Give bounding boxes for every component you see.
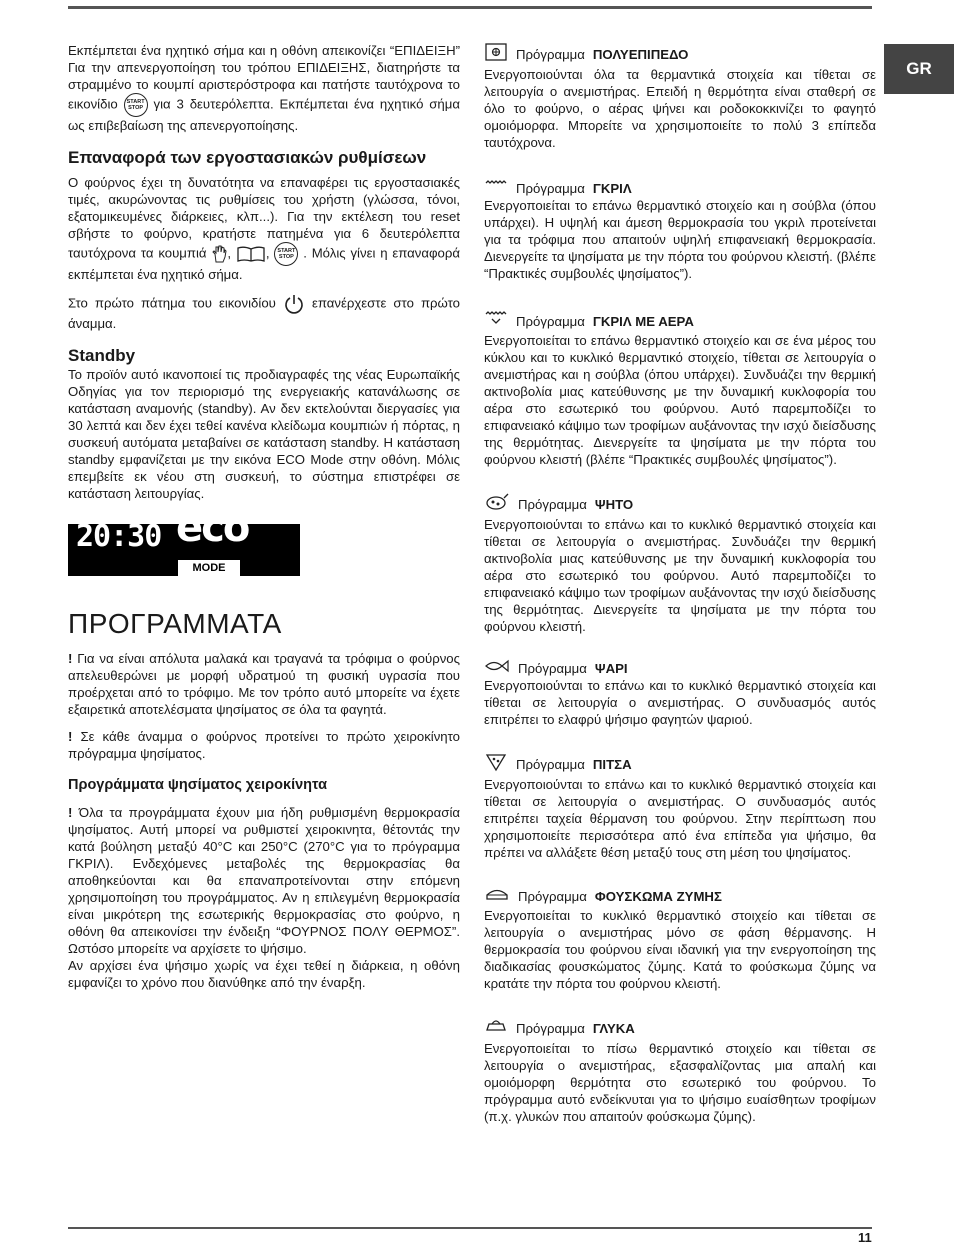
program-name: ΨΗΤΟ — [594, 496, 634, 512]
program-name: ΨΑΡΙ — [594, 660, 628, 676]
bottom-rule — [68, 1227, 872, 1229]
standby-text: Το προϊόν αυτό ικανοποιεί τις προδιαγραφές της νέας Ευρωπαϊκής Οδηγίας για τον περιορισμό της ενεργειακής κατανάλωσης σε κατάσταση αναμονής (standby). Αν δεν εκτελούνται διεργασίες για 30 λεπτά και δεν έχει τεθεί κανένα κλείδωμα κουμπιών ή πόρτας, η συσκευή αυτόματα μεταβαίνει σε κατάσταση standby. Η κατάσταση standby εμφανίζεται με την εικόνα ECO Mode στην οθόνη. Μόλις επεμβείτε εκ νέου στη συσκευή, το σύστημα επιστρέφει σε κατάσταση λειτουργίας. — [68, 367, 460, 501]
page-number: 11 — [858, 1230, 872, 1245]
program-description: Ενεργοποιείται το επάνω θερμαντικό στοιχείο και η σούβλα (όπου υπάρχει). Η υψηλή και άμεση θερμοκρασία του γκριλ προτείνεται για τα τρόφιμα που απαιτούν υψηλή επιφανειακή θερμοκρασία. Διενεργείτε τα ψησίματα με την πόρτα του φούρνου κλειστή. (βλέπε “Πρακτικές συμβουλές ψησίματος”). — [484, 198, 876, 281]
manual-text-2: Αν αρχίσει ένα ψήσιμο χωρίς να έχει τεθεί η διάρκεια, η οθόνη εμφανίζει το χρόνο που διανύθηκε από την έναρξη. — [68, 958, 460, 990]
program-heading — [484, 752, 876, 776]
fish-icon — [484, 659, 510, 677]
program-name: ΦΟΥΣΚΩΜΑ ΖΥΜΗΣ — [594, 888, 722, 904]
program-prefix: Πρόγραμμα — [516, 1020, 585, 1036]
reset-text-3: . Μόλις γίνει η επαναφορά εκπέμπεται ένα ηχητικό σήμα. — [68, 245, 461, 282]
manual-title: Προγράμματα ψησίματος χειροκίνητα — [68, 777, 328, 793]
start-stop-icon: START STOP — [124, 93, 148, 117]
power-text-1: Στο πρώτο πάτημα του εικονιδίου — [68, 295, 276, 311]
top-rule — [68, 6, 872, 9]
program-name: ΓΚΡΙΛ ΜΕ ΑΕΡΑ — [592, 313, 694, 329]
programs-title: ΠΡΟΓΡΑΜΜΑΤΑ — [68, 608, 282, 639]
program-name: ΓΚΡΙΛ — [592, 180, 632, 196]
program-name: ΠΟΛΥΕΠΙΠΕΔΟ — [592, 46, 689, 62]
roast-icon — [484, 492, 510, 516]
program-heading — [484, 42, 876, 66]
note-2: ! Σε κάθε άναμμα ο φούρνος προτείνει το πρώτο χειροκίνητο πρόγραμμα ψησίματος. — [68, 729, 460, 761]
note-1: ! Για να είναι απόλυτα μαλακά και τραγανά τα τρόφιμα ο φούρνος απελευθερώνει με μορφή υδρατμού τη φυσική υγρασία που προέρχεται από το τρόφιμο. Με τον τρόπο αυτό μπορείτε να έχετε εξαιρετικά αποτελέσματα ψησίματος σε όλα τα φαγητά. — [68, 651, 460, 717]
pastry-icon — [484, 1016, 508, 1040]
dough-icon — [484, 885, 510, 907]
program-pastry — [484, 1016, 876, 1125]
program-prefix: Πρόγραμμα — [516, 46, 585, 62]
reset-text-2: για 6 δευτερόλεπτα ταυτόχρονα τα κουμπιά — [68, 226, 460, 261]
program-prefix: Πρόγραμμα — [518, 660, 587, 676]
reset-text-1: Ο φούρνος έχει τη δυνατότητα να επαναφέρει τις εργοστασιακές τιμές, ακυρώνοντας τις ρυθμίσεις του χρήστη (γλώσσα, τόνοι, εξατομικευμένες διάρκειες, κλπ...). Για την εκτέλεση του reset σβήστε το φούρνο, κρατήστε πατημένα — [68, 175, 460, 241]
program-description: Ενεργοποιούνται το επάνω και το κυκλικό θερμαντικό στοιχεία και τίθεται σε λειτουργία ο ανεμιστήρας. Ο συνδυασμός αυτός επιτρέπει το ελαφρύ ψήσιμο φαγητών ψαριού. — [484, 678, 876, 727]
hand-icon — [211, 245, 227, 263]
program-list — [484, 42, 876, 1125]
program-grill — [484, 179, 876, 310]
note-2-text: Σε κάθε άναμμα ο φούρνος προτείνει το πρώτο χειροκίνητο πρόγραμμα ψησίματος. — [68, 729, 460, 761]
program-fish — [484, 659, 876, 752]
program-heading — [484, 310, 876, 332]
program-description: Ενεργοποιείται το επάνω θερμαντικό στοιχείο και σε ένα μέρος του κύκλου και το κυκλικό θερμαντικό στοιχείο, τίθεται σε λειτουργία ο ανεμιστήρας και η σούβλα (όπου υπάρχει). Συνδυάζει την θερμική ακτινοβολία μιας κατεύθυνσης με την δυναμική κυκλοφορία του αέρα στο εσωτερικό του φούρνου. Αυτό παρεμποδίζει το επιφανειακό κάψιμο των τροφίμων αυξάνοντας την ισχύ διείσδυσης της θερμότητας. Διενεργείτε τα ψησίματα με την πόρτα του φούρνου κλειστή (βλέπε “Πρακτικές συμβουλές ψησίματος”). — [484, 333, 876, 467]
program-roast — [484, 492, 876, 659]
program-prefix: Πρόγραμμα — [516, 180, 585, 196]
multilevel-icon — [484, 42, 508, 66]
start-stop-icon: START STOP — [274, 242, 298, 266]
fan-grill-icon — [484, 310, 508, 332]
program-heading — [484, 492, 876, 516]
pizza-icon — [484, 752, 508, 776]
manual-text-body: Όλα τα προγράμματα έχουν μια ήδη ρυθμισμένη θερμοκρασία ψησίματος. Αυτή μπορεί να ρυθμιστεί χειροκινητα, θέτοντάς την κατά βούληση μεταξύ 40°C και 250°C (270°C για το πρόγραμμα ΓΚΡΙΛ). Ενδεχόμενες μεταβολές της θερμοκρασίας θα αποθηκεύονται και θα επαναπροτείνονται στην επόμενη χρησιμοποίηση του προγράμματος. Αν η επιλεγμένη θερμοκρασία είναι μικρότερη της εσωτερικής θερμοκρασίας στο φούρνο, η οθόνη θα απεικονίσει την ένδειξη “ΦΟΥΡΝΟΣ ΠΟΛΥ ΘΕΡΜΟΣ”. Ωστόσο μπορείτε να αρχίσετε το ψήσιμο. — [68, 805, 460, 956]
program-heading — [484, 1016, 876, 1040]
power-text-2: επανέρχεστε στο πρώτο άναμμα. — [68, 295, 461, 331]
power-paragraph — [68, 293, 460, 332]
reset-paragraph: Ο φούρνος έχει τη δυνατότητα να επαναφέρει τις εργοστασιακές τιμές, ακυρώνοντας τις ρυθμίσεις του χρήστη (γλώσσα, τόνοι, εξατομικευμένες διάρκειες, κλπ...). Για την εκτέλεση του reset σβήστε το φούρνο, κρατήστε πατημένα για 6 δευτερόλεπτα ταυτόχρονα τα κουμπιά , , START STOP . Μόλις γίνει η επαναφορά εκπέμπεται ένα ηχητικό σήμα. — [68, 175, 461, 282]
program-prefix: Πρόγραμμα — [518, 496, 587, 512]
manual-text: ! Όλα τα προγράμματα έχουν μια ήδη ρυθμισμένη θερμοκρασία ψησίματος. Αυτή μπορεί να ρυθμιστεί χειροκινητα, θέτοντάς την κατά βούληση μεταξύ 40°C και 250°C (270°C για το πρόγραμμα ΓΚΡΙΛ). Ενδεχόμενες μεταβολές της θερμοκρασίας θα αποθηκεύονται και θα επαναπροτείνονται στην επόμενη χρησιμοποίηση του προγράμματος. Αν η επιλεγμένη θερμοκρασία είναι μικρότερη της εσωτερικής θερμοκρασίας στο φούρνο, η οθόνη θα απεικονίσει την ένδειξη “ΦΟΥΡΝΟΣ ΠΟΛΥ ΘΕΡΜΟΣ”. Ωστόσο μπορείτε να αρχίσετε το ψήσιμο. — [68, 805, 460, 956]
reset-title: Επαναφορά των εργοστασιακών ρυθμίσεων — [68, 148, 427, 167]
demo-text: Εκπέμπεται ένα ηχητικό σήμα και η οθόνη απεικονίζει “ΕΠΙΔΕΙΞΗ” Για την απενεργοποίηση του τρόπου ΕΠΙΔΕΙΞΗΣ, διατηρήστε τα στραμμένο το κουμπί αριστερόστροφα και πατήστε ταυτόχρονα το εικονίδιο — [68, 43, 460, 112]
eco-mode-display — [68, 505, 300, 576]
eco-time: 20:30 — [76, 519, 162, 554]
program-prefix: Πρόγραμμα — [516, 756, 585, 772]
note-1-text: Για να είναι απόλυτα μαλακά και τραγανά τα τρόφιμα ο φούρνος απελευθερώνει με μορφή υδρατμού τη φυσική υγρασία που προέρχεται από το τρόφιμο. Με τον τρόπο αυτό μπορείτε να έχετε εξαιρετικά αποτελέσματα ψησίματος σε όλα τα φαγητά. — [68, 651, 460, 717]
program-fan-grill — [484, 310, 876, 492]
left-column — [68, 42, 460, 991]
program-description: Ενεργοποιείται το πίσω θερμαντικό στοιχείο και τίθεται σε λειτουργία ο ανεμιστήρας, εξασφαλίζοντας μια απαλή και ομοιόμορφη θερμότητα στο εσωτερικό του φούρνου. Το πρόγραμμα αυτό ενδείκνυται για το ψήσιμο ευαίσθητων τροφίμων (π.χ. γλυκών που απαιτούν φούσκωμα ζύμης). — [484, 1041, 876, 1124]
program-description: Ενεργοποιείται το κυκλικό θερμαντικό στοιχείο και τίθεται σε λειτουργία ο ανεμιστήρας μόνο σε φάση θέρμανσης. Η θερμοκρασία του φούρνου είναι ιδανική για την ενεργοποίηση της διαδικασίας φουσκώματος ζύμης. Κατά το φούσκωμα ζύμης να κρατάτε την πόρτα του φούρνου κλειστή. — [484, 908, 876, 991]
program-description: Ενεργοποιούνται το επάνω και το κυκλικό θερμαντικό στοιχεία και τίθεται σε λειτουργία ο ανεμιστήρας. Ο συνδυασμός αυτός επιτρέπει ταχεία θέρμανση του φούρνου. Στην περίπτωση που χρησιμοποιείτε περισσότερα από ένα επίπεδα για ψήσιμο, θα πρέπει να αλλάξετε θέση μεταξύ τους στη μέση του ψησίματος. — [484, 777, 876, 860]
program-multilevel — [484, 42, 876, 179]
program-name: ΠΙΤΣΑ — [592, 756, 632, 772]
power-icon — [283, 293, 305, 315]
language-tab-label: GR — [906, 59, 932, 78]
program-heading — [484, 659, 876, 677]
program-prefix: Πρόγραμμα — [518, 888, 587, 904]
program-description: Ενεργοποιούνται όλα τα θερμαντικά στοιχεία και τίθεται σε λειτουργία ο ανεμιστήρας. Επειδή η θερμότητα είναι σταθερή σε όλο το φούρνο, ο αέρας ψήνει και ροδοκοκκινίζει το φαγητό ομοιόμορφα. Μπορείτε να χρησιμοποιείτε το πολύ 3 επίπεδα ταυτόχρονα. — [484, 67, 876, 150]
language-tab — [884, 44, 954, 94]
right-column — [484, 42, 876, 1125]
demo-text-tail: για 3 δευτερόλεπτα. Εκπέμπεται ένα ηχητικό σήμα ως επιβεβαίωση της απενεργοποίησης. — [68, 96, 460, 133]
eco-word: eco — [176, 505, 249, 551]
program-prefix: Πρόγραμμα — [516, 313, 585, 329]
book-icon — [236, 245, 266, 263]
program-pizza — [484, 752, 876, 885]
program-heading — [484, 885, 876, 907]
grill-icon — [484, 179, 508, 197]
program-description: Ενεργοποιούνται το επάνω και το κυκλικό θερμαντικό στοιχεία και τίθεται σε λειτουργία ο ανεμιστήρας. Συνδυάζει την θερμική ακτινοβολία μιας κατεύθυνσης με την δυναμική κυκλοφορία του αέρα στο εσωτερικό του φούρνου. Αυτό παρεμποδίζει το επιφανειακό κάψιμο των τροφίμων αυξάνοντας την ισχύ διείσδυσης της θερμότητας. Διενεργείτε τα ψησίματα με την πόρτα του φούρνου κλειστή. — [484, 517, 876, 634]
program-dough — [484, 885, 876, 1016]
demo-paragraph — [68, 42, 460, 134]
program-name: ΓΛΥΚΑ — [592, 1020, 635, 1036]
eco-mode-label: MODE — [178, 560, 240, 576]
standby-title: Standby — [68, 346, 136, 365]
program-heading — [484, 179, 876, 197]
